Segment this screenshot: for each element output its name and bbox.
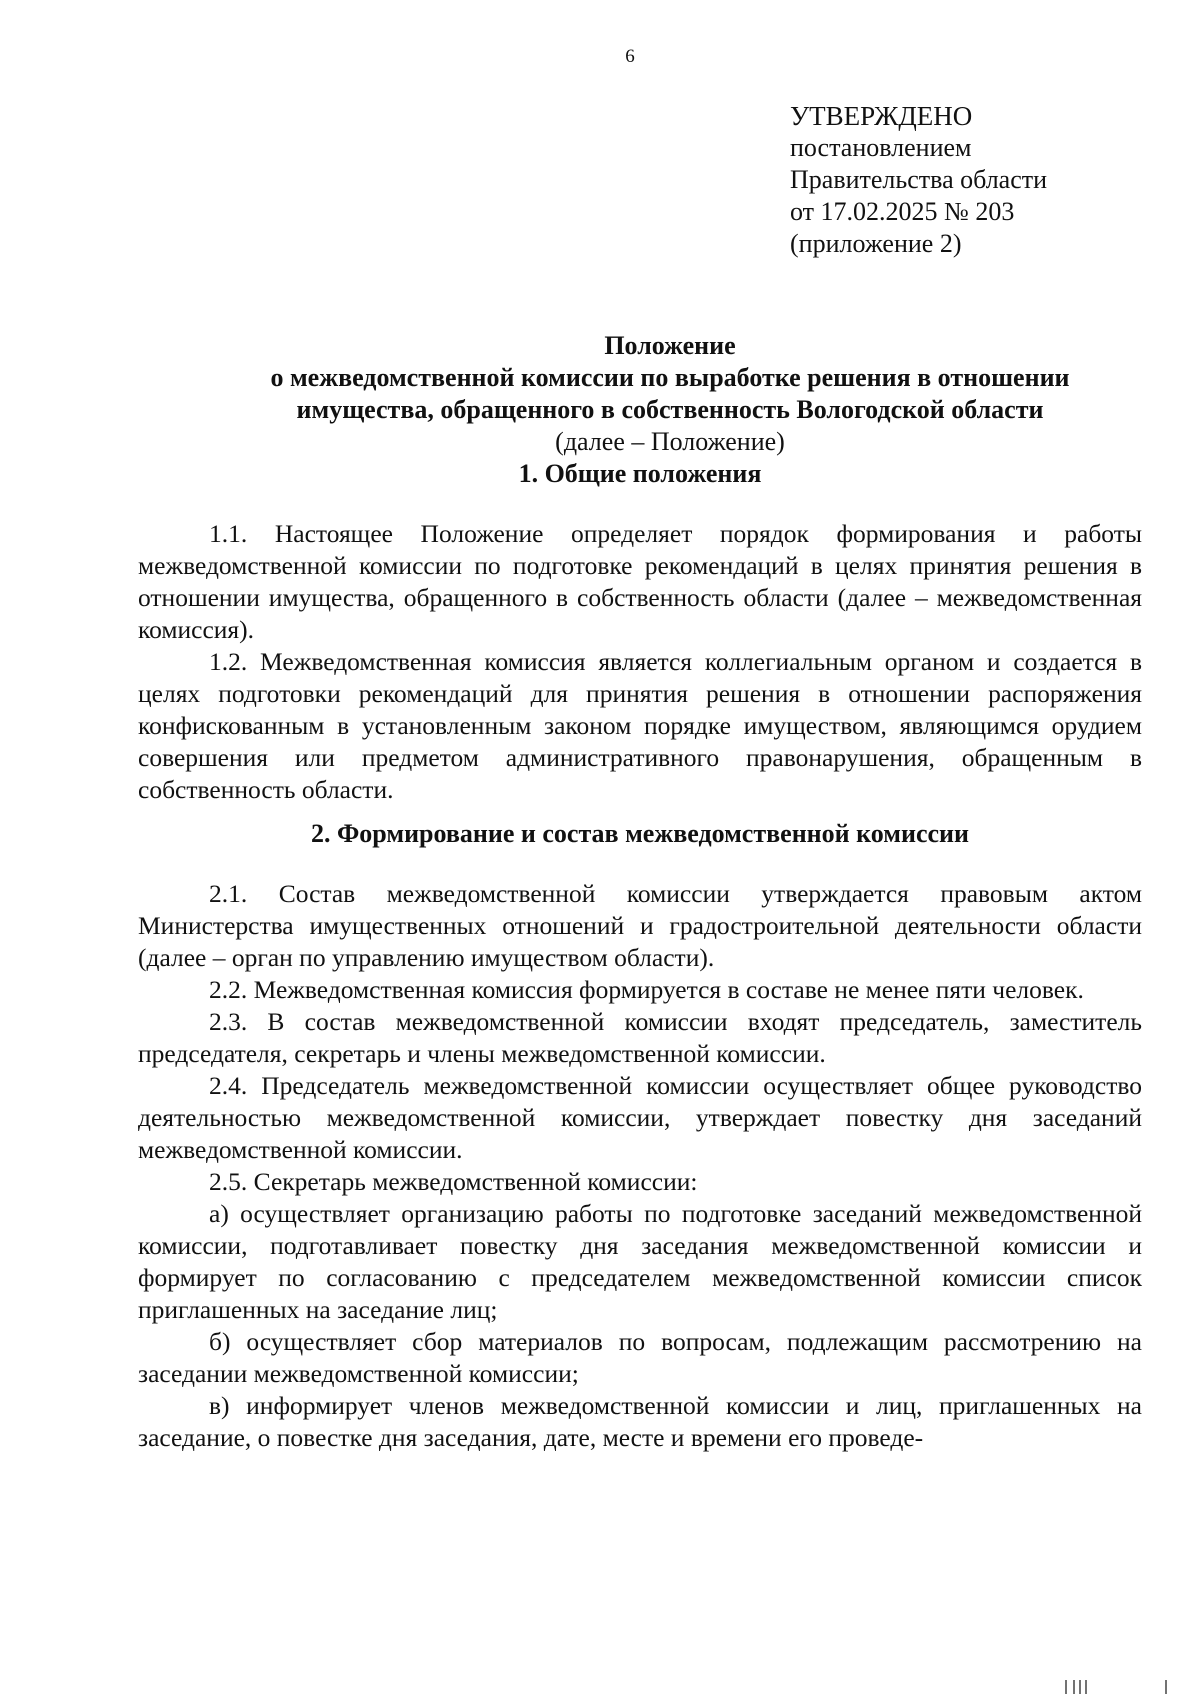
paragraph-1-2: 1.2. Межведомственная комиссия является коллегиальным органом и создается в целях подготовки рекомендаций для принятия решения в отношении распоряжения конфискованным в установленным законом порядке имуществом, являющимся орудием совершения или предметом административного правонарушения, обращенным в собственность области. xyxy=(138,647,1142,804)
approval-line-appendix: (приложение 2) xyxy=(790,229,962,258)
section-2-body xyxy=(138,878,1142,1454)
paragraph-2-2: 2.2. Межведомственная комиссия формируется в составе не менее пяти человек. xyxy=(209,975,1084,1004)
approval-stamp-block xyxy=(790,100,1047,260)
paragraph-2-5-a: а) осуществляет организацию работы по подготовке заседаний межведомственной комиссии, подготавливает повестку дня заседания межведомственной комиссии и формирует по согласованию с председателем межведомственной комиссии список приглашенных на заседание лиц; xyxy=(138,1199,1142,1324)
paragraph-2-5: 2.5. Секретарь межведомственной комиссии: xyxy=(209,1167,698,1196)
title-line-1: Положение xyxy=(604,331,736,360)
approval-line-government: Правительства области xyxy=(790,165,1048,194)
document-title xyxy=(190,330,1150,458)
scan-edge-marks xyxy=(1062,1680,1172,1699)
paragraph-2-5-b: б) осуществляет сбор материалов по вопросам, подлежащим рассмотрению на заседании межведомственной комиссии; xyxy=(138,1327,1142,1388)
title-line-4: (далее – Положение) xyxy=(555,427,785,456)
paragraph-1-1: 1.1. Настоящее Положение определяет порядок формирования и работы межведомственной комиссии по подготовке рекомендаций в целях принятия решения в отношении имущества, обращенного в собственность области (далее – межведомственная комиссия). xyxy=(138,519,1142,644)
section-1-heading: 1. Общие положения xyxy=(518,459,762,488)
approval-line-approved: УТВЕРЖДЕНО xyxy=(790,101,973,131)
paragraph-2-5-c: в) информирует членов межведомственной комиссии и лиц, приглашенных на заседание, о повестке дня заседания, дате, месте и времени его проведе- xyxy=(138,1391,1142,1452)
scan-artifact-icon xyxy=(1062,1680,1172,1694)
section-2-heading: 2. Формирование и состав межведомственной комиссии xyxy=(310,819,970,848)
paragraph-2-1: 2.1. Состав межведомственной комиссии утверждается правовым актом Министерства имущественных отношений и градостроительной деятельности области (далее – орган по управлению имуществом области). xyxy=(138,879,1142,972)
page-number: 6 xyxy=(625,46,635,67)
approval-line-date-number: от 17.02.2025 № 203 xyxy=(790,197,1015,226)
title-line-3: имущества, обращенного в собственность Вологодской области xyxy=(296,395,1044,424)
approval-line-resolution: постановлением xyxy=(790,133,972,162)
section-1-body xyxy=(138,518,1142,806)
paragraph-2-4: 2.4. Председатель межведомственной комиссии осуществляет общее руководство деятельностью межведомственной комиссии, утверждает повестку дня заседаний межведомственной комиссии. xyxy=(138,1071,1142,1164)
title-line-2: о межведомственной комиссии по выработке решения в отношении xyxy=(270,363,1070,392)
paragraph-2-3: 2.3. В состав межведомственной комиссии входят председатель, заместитель председателя, секретарь и члены межведомственной комиссии. xyxy=(138,1007,1142,1068)
